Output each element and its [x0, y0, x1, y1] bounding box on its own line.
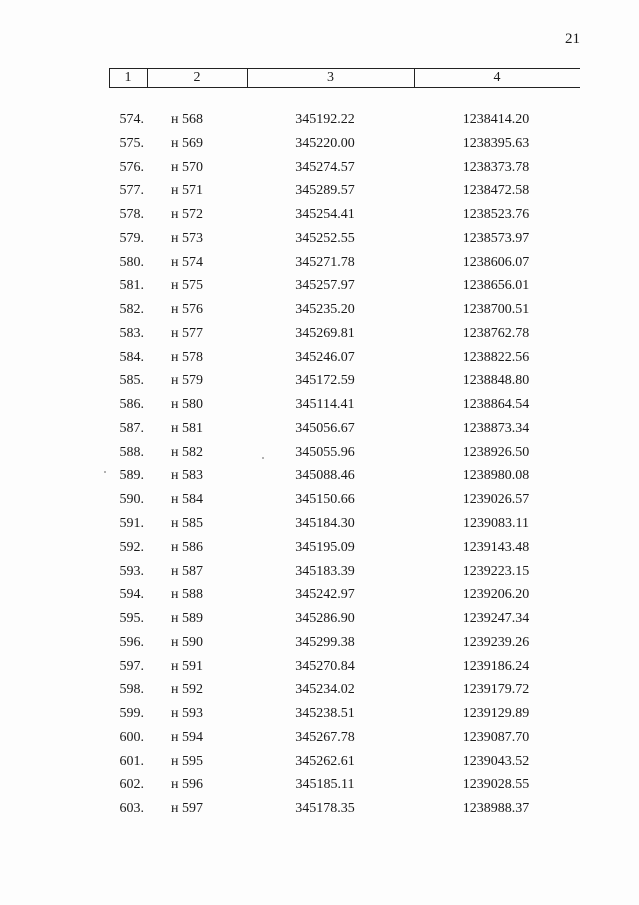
point-name: н 577 [171, 325, 203, 341]
row-number: 579. [119, 230, 144, 246]
row-number: 594. [119, 587, 144, 603]
coord-y: 1238606.07 [462, 254, 530, 270]
table-row [0, 679, 639, 703]
table-row [0, 727, 639, 751]
point-name: н 588 [171, 587, 203, 603]
coord-x: 345178.35 [295, 801, 355, 817]
row-number: 581. [119, 278, 144, 294]
coord-y: 1239186.24 [462, 658, 530, 674]
point-name: н 597 [171, 801, 203, 817]
table-row [0, 798, 639, 822]
point-name: н 591 [171, 658, 203, 674]
row-number: 578. [119, 207, 144, 223]
row-number: 587. [119, 420, 144, 436]
point-name: н 583 [171, 468, 203, 484]
coord-y: 1239083.11 [463, 516, 529, 532]
point-name: н 576 [171, 302, 203, 318]
row-number: 589. [119, 468, 144, 484]
coord-y: 1238373.78 [462, 159, 530, 175]
header-col-2: 2 [193, 70, 201, 85]
coord-y: 1239028.55 [462, 777, 530, 793]
point-name: н 575 [171, 278, 203, 294]
row-number: 599. [119, 706, 144, 722]
row-number: 580. [119, 254, 144, 270]
coord-x: 345299.38 [295, 634, 355, 650]
coord-y: 1238848.80 [462, 373, 530, 389]
table-row [0, 180, 639, 204]
point-name: н 592 [171, 682, 203, 698]
table-row [0, 418, 639, 442]
row-number: 582. [119, 302, 144, 318]
table-row [0, 751, 639, 775]
point-name: н 570 [171, 159, 203, 175]
point-name: н 572 [171, 207, 203, 223]
coord-x: 345150.66 [295, 492, 355, 508]
row-number: 575. [119, 135, 144, 151]
row-number: 603. [119, 801, 144, 817]
row-number: 588. [119, 444, 144, 460]
table-row [0, 703, 639, 727]
coord-y: 1238822.56 [462, 349, 530, 365]
point-name: н 578 [171, 349, 203, 365]
page-number: 21 [565, 31, 580, 47]
table-row [0, 109, 639, 133]
coord-y: 1238414.20 [462, 112, 530, 127]
table-row [0, 204, 639, 228]
coord-y: 1238980.08 [462, 468, 530, 484]
point-name: н 585 [171, 516, 203, 532]
table-row [0, 632, 639, 656]
coord-y: 1238472.58 [462, 183, 530, 199]
row-number: 586. [119, 397, 144, 413]
row-number: 596. [119, 634, 144, 650]
row-number: 577. [119, 183, 144, 199]
coord-x: 345289.57 [295, 183, 355, 199]
table-row [0, 394, 639, 418]
point-name: н 584 [171, 492, 203, 508]
coord-x: 345257.97 [295, 278, 355, 294]
coord-y: 1238988.37 [462, 801, 530, 817]
coord-y: 1238395.63 [462, 135, 530, 151]
row-number: 590. [119, 492, 144, 508]
header-col-1: 1 [124, 70, 132, 85]
point-name: н 582 [171, 444, 203, 460]
row-number: 574. [119, 112, 144, 127]
coord-y: 1239247.34 [462, 611, 530, 627]
table-row [0, 157, 639, 181]
coord-y: 1238700.51 [462, 302, 530, 318]
coord-x: 345114.41 [295, 397, 355, 413]
table-row [0, 774, 639, 798]
row-number: 585. [119, 373, 144, 389]
coord-x: 345055.96 [295, 444, 355, 460]
header-col-3: 3 [327, 70, 334, 85]
row-number: 595. [119, 611, 144, 627]
coord-x: 345246.07 [295, 349, 355, 365]
point-name: н 581 [171, 420, 203, 436]
point-name: н 596 [171, 777, 203, 793]
table-row [0, 489, 639, 513]
header-col-4: 4 [493, 70, 501, 85]
point-name: н 571 [171, 183, 203, 199]
coord-y: 1238656.01 [462, 278, 530, 294]
row-number: 583. [119, 325, 144, 341]
table-row [0, 465, 639, 489]
coord-y: 1238864.54 [462, 397, 530, 413]
point-name: н 568 [171, 112, 203, 127]
point-name: н 594 [171, 729, 203, 745]
point-name: н 573 [171, 230, 203, 246]
coord-x: 345185.11 [295, 777, 355, 793]
coord-x: 345254.41 [295, 207, 355, 223]
coord-x: 345271.78 [295, 254, 355, 270]
coord-x: 345235.20 [295, 302, 355, 318]
coord-x: 345274.57 [295, 159, 355, 175]
coord-x: 345252.55 [295, 230, 355, 246]
coord-x: 345220.00 [295, 135, 355, 151]
coord-y: 1239206.20 [462, 587, 530, 603]
coord-x: 345286.90 [295, 611, 355, 627]
row-number: 592. [119, 539, 144, 555]
row-number: 598. [119, 682, 144, 698]
scan-speck [262, 457, 264, 459]
coord-x: 345195.09 [295, 539, 355, 555]
table-header [109, 68, 580, 88]
table-row [0, 656, 639, 680]
coord-y: 1239087.70 [462, 729, 530, 745]
coord-x: 345269.81 [295, 325, 355, 341]
point-name: н 580 [171, 397, 203, 413]
point-name: н 593 [171, 706, 203, 722]
coord-x: 345183.39 [295, 563, 355, 579]
point-name: н 569 [171, 135, 203, 151]
table-row [0, 584, 639, 608]
coord-x: 345184.30 [295, 516, 355, 532]
row-number: 597. [119, 658, 144, 674]
table-row [0, 561, 639, 585]
point-name: н 574 [171, 254, 203, 270]
coord-x: 345267.78 [295, 729, 355, 745]
point-name: н 586 [171, 539, 203, 555]
row-number: 584. [119, 349, 144, 365]
coord-x: 345192.22 [295, 112, 355, 127]
row-number: 602. [119, 777, 144, 793]
scan-speck [104, 471, 106, 473]
coord-y: 1239143.48 [462, 539, 530, 555]
row-number: 600. [119, 729, 144, 745]
coord-y: 1239239.26 [462, 634, 530, 650]
table-row [0, 228, 639, 252]
table-row [0, 513, 639, 537]
row-number: 601. [119, 753, 144, 769]
coord-y: 1239026.57 [462, 492, 530, 508]
table-row [0, 537, 639, 561]
coord-y: 1238573.97 [462, 230, 530, 246]
row-number: 593. [119, 563, 144, 579]
point-name: н 595 [171, 753, 203, 769]
point-name: н 579 [171, 373, 203, 389]
table-row [0, 608, 639, 632]
table-row [0, 252, 639, 276]
coord-y: 1239129.89 [462, 706, 530, 722]
coord-x: 345172.59 [295, 373, 355, 389]
row-number: 591. [119, 516, 144, 532]
coord-y: 1239043.52 [462, 753, 530, 769]
point-name: н 590 [171, 634, 203, 650]
coord-y: 1238762.78 [462, 325, 530, 341]
table-row [0, 275, 639, 299]
coord-x: 345238.51 [295, 706, 355, 722]
coord-x: 345056.67 [295, 420, 355, 436]
coord-y: 1238926.50 [462, 444, 530, 460]
table-body [0, 109, 639, 822]
coord-x: 345242.97 [295, 587, 355, 603]
coord-y: 1238523.76 [462, 207, 530, 223]
coord-y: 1238873.34 [462, 420, 530, 436]
coord-y: 1239223.15 [462, 563, 530, 579]
point-name: н 587 [171, 563, 203, 579]
coord-x: 345088.46 [295, 468, 355, 484]
table-row [0, 323, 639, 347]
row-number: 576. [119, 159, 144, 175]
table-row [0, 299, 639, 323]
coord-y: 1239179.72 [462, 682, 530, 698]
coord-x: 345270.84 [295, 658, 355, 674]
table-row [0, 370, 639, 394]
point-name: н 589 [171, 611, 203, 627]
table-row [0, 442, 639, 466]
table-row [0, 133, 639, 157]
coord-x: 345262.61 [295, 753, 355, 769]
coord-x: 345234.02 [295, 682, 355, 698]
table-row [0, 347, 639, 371]
